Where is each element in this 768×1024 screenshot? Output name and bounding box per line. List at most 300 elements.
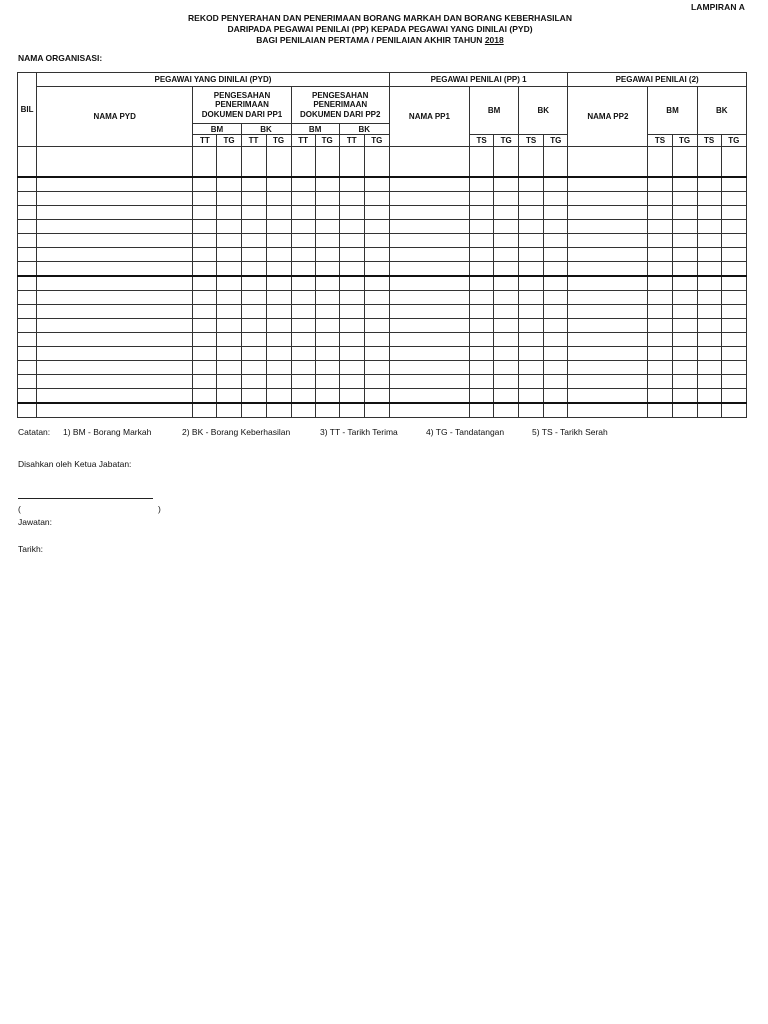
table-cell xyxy=(18,206,37,220)
date-label: Tarikh: xyxy=(18,544,44,554)
table-cell xyxy=(339,220,364,234)
table-cell xyxy=(217,403,241,418)
table-row xyxy=(18,333,747,347)
table-cell xyxy=(37,389,193,404)
table-cell xyxy=(339,206,364,220)
table-cell xyxy=(544,234,568,248)
table-cell xyxy=(648,347,672,361)
table-cell xyxy=(544,206,568,220)
table-cell xyxy=(470,276,494,291)
table-cell xyxy=(721,192,746,206)
table-cell xyxy=(18,276,37,291)
table-cell xyxy=(697,206,721,220)
table-cell xyxy=(315,333,339,347)
table-cell xyxy=(291,305,315,319)
table-cell xyxy=(193,276,217,291)
table-cell xyxy=(721,333,746,347)
table-cell xyxy=(389,248,469,262)
table-cell xyxy=(339,276,364,291)
table-cell xyxy=(266,220,291,234)
table-cell xyxy=(37,262,193,277)
table-cell xyxy=(217,234,241,248)
table-cell xyxy=(266,389,291,404)
header-tg: TG xyxy=(217,135,241,147)
table-cell xyxy=(568,361,648,375)
note-tt: 3) TT - Tarikh Terima xyxy=(320,427,398,437)
table-cell xyxy=(266,206,291,220)
table-cell xyxy=(544,333,568,347)
table-cell xyxy=(544,389,568,404)
table-cell xyxy=(18,147,37,178)
header-tt: TT xyxy=(193,135,217,147)
table-cell xyxy=(389,291,469,305)
notes-label: Catatan: xyxy=(18,427,51,437)
table-cell xyxy=(364,403,389,418)
table-cell xyxy=(315,192,339,206)
table-cell xyxy=(568,248,648,262)
table-cell xyxy=(697,389,721,404)
name-paren-open: ( xyxy=(18,504,21,514)
table-cell xyxy=(241,319,266,333)
table-row xyxy=(18,147,747,178)
table-cell xyxy=(470,403,494,418)
header-ts: TS xyxy=(519,135,544,147)
table-cell xyxy=(37,220,193,234)
table-cell xyxy=(697,333,721,347)
table-cell xyxy=(568,375,648,389)
table-cell xyxy=(266,333,291,347)
header-tg: TG xyxy=(672,135,697,147)
table-cell xyxy=(568,262,648,277)
table-cell xyxy=(519,375,544,389)
table-cell xyxy=(364,192,389,206)
header-pp1-bk: BK xyxy=(519,87,568,135)
table-cell xyxy=(389,147,469,178)
table-cell xyxy=(241,347,266,361)
table-cell xyxy=(672,234,697,248)
table-cell xyxy=(291,177,315,192)
note-tg: 4) TG - Tandatangan xyxy=(426,427,505,437)
table-cell xyxy=(37,206,193,220)
title-line-1: REKOD PENYERAHAN DAN PENERIMAAN BORANG MARKAH DAN BORANG KEBERHASILAN xyxy=(188,13,572,23)
table-cell xyxy=(519,147,544,178)
table-row xyxy=(18,262,747,277)
table-cell xyxy=(672,177,697,192)
table-cell xyxy=(364,319,389,333)
table-cell xyxy=(470,347,494,361)
table-cell xyxy=(568,305,648,319)
table-cell xyxy=(217,177,241,192)
table-cell xyxy=(648,403,672,418)
position-label: Jawatan: xyxy=(18,517,53,527)
table-cell xyxy=(721,403,746,418)
table-row xyxy=(18,403,747,418)
table-cell xyxy=(266,234,291,248)
table-cell xyxy=(697,147,721,178)
table-cell xyxy=(519,177,544,192)
table-cell xyxy=(648,305,672,319)
header-tt: TT xyxy=(339,135,364,147)
header-nama-pyd: NAMA PYD xyxy=(37,87,193,147)
table-cell xyxy=(568,177,648,192)
table-cell xyxy=(217,389,241,404)
table-cell xyxy=(266,177,291,192)
table-cell xyxy=(648,276,672,291)
table-cell xyxy=(697,234,721,248)
header-pengesahan-pp1: PENGESAHAN PENERIMAAN DOKUMEN DARI PP1 xyxy=(193,87,291,124)
table-cell xyxy=(315,389,339,404)
table-cell xyxy=(266,305,291,319)
table-cell xyxy=(721,177,746,192)
table-cell xyxy=(494,403,519,418)
header-pp2-group: PEGAWAI PENILAI (2) xyxy=(568,73,747,87)
header-ts: TS xyxy=(470,135,494,147)
title-line-3 xyxy=(0,35,760,46)
table-cell xyxy=(291,220,315,234)
header-tg: TG xyxy=(266,135,291,147)
header-ts: TS xyxy=(648,135,672,147)
table-cell xyxy=(364,305,389,319)
table-cell xyxy=(568,192,648,206)
table-cell xyxy=(18,192,37,206)
table-cell xyxy=(544,177,568,192)
table-cell xyxy=(193,248,217,262)
table-cell xyxy=(364,177,389,192)
table-cell xyxy=(544,319,568,333)
organization-label: NAMA ORGANISASI: xyxy=(18,53,103,63)
table-cell xyxy=(648,220,672,234)
table-cell xyxy=(697,361,721,375)
table-cell xyxy=(37,305,193,319)
table-cell xyxy=(315,147,339,178)
table-cell xyxy=(266,361,291,375)
table-cell xyxy=(568,206,648,220)
record-table xyxy=(17,72,747,418)
table-cell xyxy=(37,234,193,248)
table-cell xyxy=(339,147,364,178)
table-cell xyxy=(519,403,544,418)
table-cell xyxy=(37,248,193,262)
table-cell xyxy=(697,177,721,192)
header-pengesahan-pp2: PENGESAHAN PENERIMAAN DOKUMEN DARI PP2 xyxy=(291,87,389,124)
table-cell xyxy=(18,319,37,333)
table-cell xyxy=(217,147,241,178)
table-cell xyxy=(494,375,519,389)
table-cell xyxy=(266,262,291,277)
table-cell xyxy=(193,177,217,192)
table-cell xyxy=(494,291,519,305)
table-cell xyxy=(241,361,266,375)
table-cell xyxy=(241,177,266,192)
table-row xyxy=(18,291,747,305)
table-cell xyxy=(339,403,364,418)
table-cell xyxy=(241,248,266,262)
table-cell xyxy=(697,347,721,361)
title-line-3-text: BAGI PENILAIAN PERTAMA / PENILAIAN AKHIR TAHUN xyxy=(256,35,485,45)
table-cell xyxy=(291,375,315,389)
table-cell xyxy=(315,177,339,192)
table-cell xyxy=(241,291,266,305)
table-cell xyxy=(721,147,746,178)
table-cell xyxy=(315,361,339,375)
table-cell xyxy=(672,192,697,206)
table-cell xyxy=(37,403,193,418)
table-cell xyxy=(470,206,494,220)
table-cell xyxy=(470,319,494,333)
table-cell xyxy=(672,319,697,333)
table-cell xyxy=(672,248,697,262)
table-cell xyxy=(389,177,469,192)
table-cell xyxy=(193,305,217,319)
table-cell xyxy=(470,147,494,178)
table-cell xyxy=(364,347,389,361)
table-row xyxy=(18,234,747,248)
table-cell xyxy=(470,192,494,206)
table-row xyxy=(18,192,747,206)
table-cell xyxy=(470,248,494,262)
table-cell xyxy=(266,147,291,178)
table-cell xyxy=(721,234,746,248)
lampiran-label: LAMPIRAN A xyxy=(690,2,745,12)
table-cell xyxy=(672,375,697,389)
table-cell xyxy=(37,361,193,375)
table-cell xyxy=(721,361,746,375)
table-row xyxy=(18,248,747,262)
table-cell xyxy=(241,389,266,404)
table-cell xyxy=(364,276,389,291)
table-cell xyxy=(339,375,364,389)
table-cell xyxy=(241,234,266,248)
table-cell xyxy=(672,333,697,347)
table-cell xyxy=(648,147,672,178)
table-cell xyxy=(470,177,494,192)
table-cell xyxy=(291,403,315,418)
table-cell xyxy=(364,375,389,389)
table-cell xyxy=(544,347,568,361)
table-cell xyxy=(389,375,469,389)
table-cell xyxy=(494,262,519,277)
table-cell xyxy=(494,248,519,262)
header-pyd-pp1-bm: BM xyxy=(193,124,241,135)
table-cell xyxy=(648,177,672,192)
table-cell xyxy=(494,206,519,220)
table-cell xyxy=(568,389,648,404)
table-cell xyxy=(721,347,746,361)
table-cell xyxy=(648,333,672,347)
table-cell xyxy=(648,319,672,333)
table-cell xyxy=(544,262,568,277)
table-cell xyxy=(389,347,469,361)
table-cell xyxy=(697,192,721,206)
table-cell xyxy=(315,347,339,361)
table-cell xyxy=(544,276,568,291)
table-cell xyxy=(544,192,568,206)
table-cell xyxy=(217,361,241,375)
table-cell xyxy=(339,192,364,206)
table-cell xyxy=(37,177,193,192)
table-cell xyxy=(544,248,568,262)
table-cell xyxy=(519,333,544,347)
table-cell xyxy=(291,248,315,262)
header-nama-pp2: NAMA PP2 xyxy=(568,87,648,147)
table-cell xyxy=(217,291,241,305)
table-cell xyxy=(37,333,193,347)
table-cell xyxy=(721,248,746,262)
table-cell xyxy=(568,333,648,347)
table-cell xyxy=(519,248,544,262)
table-cell xyxy=(291,389,315,404)
table-cell xyxy=(193,262,217,277)
table-cell xyxy=(494,319,519,333)
table-cell xyxy=(339,347,364,361)
table-cell xyxy=(18,361,37,375)
table-cell xyxy=(193,347,217,361)
header-ts: TS xyxy=(697,135,721,147)
table-cell xyxy=(18,403,37,418)
table-cell xyxy=(389,276,469,291)
table-cell xyxy=(364,220,389,234)
notes xyxy=(18,427,608,437)
table-cell xyxy=(494,333,519,347)
table-cell xyxy=(193,403,217,418)
table-cell xyxy=(470,361,494,375)
table-cell xyxy=(697,305,721,319)
document-title xyxy=(0,13,760,46)
table-cell xyxy=(315,248,339,262)
table-cell xyxy=(721,291,746,305)
table-cell xyxy=(291,147,315,178)
table-cell xyxy=(494,347,519,361)
table-cell xyxy=(672,389,697,404)
table-cell xyxy=(315,206,339,220)
header-tg: TG xyxy=(364,135,389,147)
table-cell xyxy=(648,192,672,206)
table-cell xyxy=(339,234,364,248)
table-cell xyxy=(519,262,544,277)
table-cell xyxy=(266,375,291,389)
table-cell xyxy=(494,361,519,375)
table-cell xyxy=(241,375,266,389)
table-cell xyxy=(339,248,364,262)
header-pyd-pp2-bm: BM xyxy=(291,124,339,135)
table-cell xyxy=(18,305,37,319)
table-cell xyxy=(470,220,494,234)
header-pp1-bm: BM xyxy=(470,87,519,135)
table-cell xyxy=(648,234,672,248)
table-cell xyxy=(519,347,544,361)
table-cell xyxy=(193,319,217,333)
table-cell xyxy=(315,291,339,305)
table-cell xyxy=(648,291,672,305)
table-cell xyxy=(697,220,721,234)
table-cell xyxy=(18,333,37,347)
table-cell xyxy=(315,305,339,319)
name-paren-close: ) xyxy=(158,504,161,514)
table-cell xyxy=(37,147,193,178)
table-cell xyxy=(568,347,648,361)
table-cell xyxy=(193,375,217,389)
table-cell xyxy=(18,347,37,361)
table-cell xyxy=(494,276,519,291)
table-cell xyxy=(18,234,37,248)
table-cell xyxy=(568,291,648,305)
title-line-2: DARIPADA PEGAWAI PENILAI (PP) KEPADA PEGAWAI YANG DINILAI (PYD) xyxy=(227,24,533,34)
note-bk: 2) BK - Borang Keberhasilan xyxy=(182,427,291,437)
table-row xyxy=(18,220,747,234)
table-cell xyxy=(544,291,568,305)
table-cell xyxy=(721,389,746,404)
table-cell xyxy=(389,192,469,206)
table-cell xyxy=(648,389,672,404)
table-cell xyxy=(494,177,519,192)
table-cell xyxy=(568,319,648,333)
header-tg: TG xyxy=(315,135,339,147)
table-cell xyxy=(291,347,315,361)
table-cell xyxy=(315,403,339,418)
table-cell xyxy=(241,276,266,291)
table-cell xyxy=(18,375,37,389)
table-cell xyxy=(291,291,315,305)
table-row xyxy=(18,375,747,389)
table-cell xyxy=(241,206,266,220)
table-cell xyxy=(519,220,544,234)
header-bil: BIL xyxy=(18,73,37,147)
table-cell xyxy=(339,305,364,319)
table-cell xyxy=(568,234,648,248)
table-cell xyxy=(494,220,519,234)
table-cell xyxy=(648,361,672,375)
table-cell xyxy=(37,319,193,333)
table-cell xyxy=(519,276,544,291)
header-tt: TT xyxy=(241,135,266,147)
table-cell xyxy=(193,234,217,248)
table-cell xyxy=(339,319,364,333)
signature-line xyxy=(18,497,153,499)
table-cell xyxy=(494,234,519,248)
table-cell xyxy=(364,333,389,347)
table-cell xyxy=(315,319,339,333)
table-cell xyxy=(568,403,648,418)
table-cell xyxy=(241,333,266,347)
table-cell xyxy=(544,403,568,418)
header-pp2-bm: BM xyxy=(648,87,697,135)
table-cell xyxy=(291,319,315,333)
table-cell xyxy=(193,291,217,305)
table-cell xyxy=(519,319,544,333)
table-cell xyxy=(470,333,494,347)
table-cell xyxy=(672,291,697,305)
table-cell xyxy=(494,389,519,404)
table-cell xyxy=(648,375,672,389)
table-cell xyxy=(721,375,746,389)
table-cell xyxy=(193,192,217,206)
table-cell xyxy=(193,389,217,404)
table-cell xyxy=(315,262,339,277)
table-cell xyxy=(672,220,697,234)
table-cell xyxy=(519,361,544,375)
table-cell xyxy=(697,248,721,262)
table-cell xyxy=(672,305,697,319)
table-cell xyxy=(18,177,37,192)
table-cell xyxy=(721,220,746,234)
table-cell xyxy=(389,220,469,234)
table-cell xyxy=(721,305,746,319)
table-cell xyxy=(37,291,193,305)
table-cell xyxy=(470,262,494,277)
table-cell xyxy=(519,192,544,206)
table-cell xyxy=(291,333,315,347)
table-cell xyxy=(18,248,37,262)
